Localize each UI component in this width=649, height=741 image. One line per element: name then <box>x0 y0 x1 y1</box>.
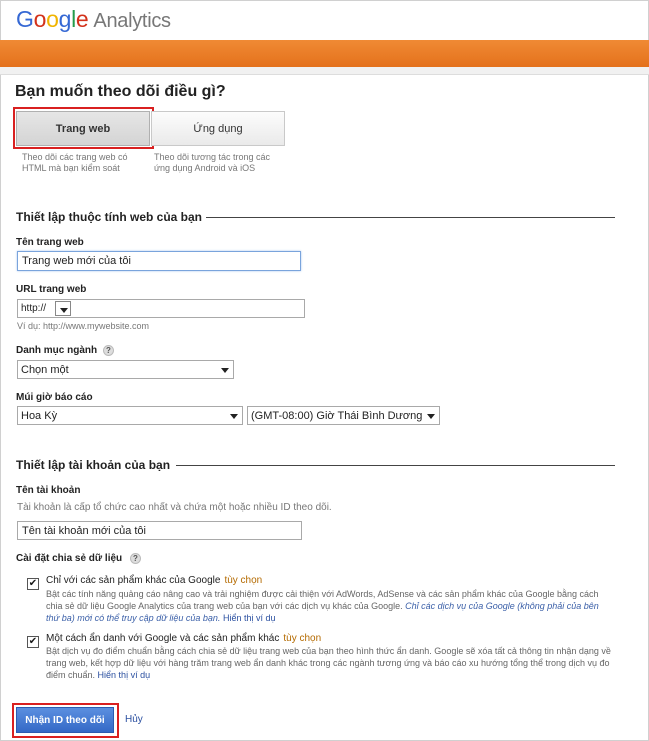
chevron-down-icon <box>221 368 229 373</box>
web-property-section-title: Thiết lập thuộc tính web của bạn <box>16 210 203 224</box>
data-sharing-label: Cài đặt chia sẻ dữ liệu <box>16 553 123 564</box>
site-name-input[interactable]: Trang web mới của tôi <box>17 251 301 271</box>
chevron-down-icon <box>230 414 238 419</box>
chevron-down-icon <box>60 308 68 313</box>
help-icon[interactable]: ? <box>130 553 141 564</box>
google-products-sharing-title-text: Chỉ với các sản phẩm khác của Google <box>46 575 221 586</box>
logo-letter: l <box>71 6 76 32</box>
google-products-sharing-description <box>46 588 614 624</box>
site-name-label: Tên trang web <box>16 237 84 248</box>
url-protocol-dropdown[interactable] <box>55 301 71 316</box>
show-example-link[interactable]: Hiển thị ví dụ <box>222 613 276 623</box>
timezone-select[interactable] <box>247 406 440 425</box>
logo-letter: o <box>46 6 59 32</box>
anonymous-sharing-description <box>46 645 614 681</box>
get-tracking-id-button[interactable]: Nhận ID theo dõi <box>16 707 114 733</box>
account-name-label: Tên tài khoản <box>16 485 81 496</box>
google-products-options-link[interactable]: tùy chọn <box>224 575 263 586</box>
url-label: URL trang web <box>16 284 87 295</box>
anonymous-sharing-title <box>46 633 321 644</box>
submit-button-highlight <box>12 703 119 738</box>
account-section-title: Thiết lập tài khoản của bạn <box>16 458 171 472</box>
app-choice-button[interactable]: Ứng dụng <box>151 111 285 146</box>
google-products-desc-text: Bật các tính năng quảng cáo nâng cao và trải nghiệm được cải thiện với AdWords, AdSense và các sản phẩm khác của Google bằng cách chia sẻ dữ liệu Google Analytics của trang web của bạn với các dịch vụ khác của Google. <box>46 589 599 611</box>
page-title: Bạn muốn theo dõi điều gì? <box>15 83 226 100</box>
logo-analytics-text: Analytics <box>93 10 171 32</box>
logo-letter: o <box>33 6 47 32</box>
website-choice-button[interactable]: Trang web <box>16 111 150 146</box>
website-choice-description: Theo dõi các trang web có HTML mà bạn kiểm soát <box>22 152 128 173</box>
url-protocol-value: http:// <box>21 303 47 314</box>
account-name-description: Tài khoản là cấp tổ chức cao nhất và chứa một hoặc nhiều ID theo dõi. <box>17 502 332 513</box>
industry-select-value: Chọn một <box>21 363 69 376</box>
timezone-select-value: (GMT-08:00) Giờ Thái Bình Dương <box>251 409 423 422</box>
country-select[interactable] <box>17 406 243 425</box>
anonymous-sharing-title-text: Một cách ẩn danh với Google và các sản phẩm khác <box>46 633 280 644</box>
anonymous-sharing-checkbox[interactable]: ✔ <box>28 636 38 647</box>
country-select-value: Hoa Kỳ <box>21 409 58 422</box>
url-example-hint: Ví dụ: http://www.mywebsite.com <box>17 321 150 331</box>
header-divider <box>0 67 649 75</box>
industry-label: Danh mục ngành <box>16 345 98 356</box>
google-products-sharing-title <box>46 575 262 586</box>
industry-select[interactable] <box>17 360 234 379</box>
google-products-sharing-checkbox[interactable]: ✔ <box>28 578 38 589</box>
website-choice-highlight <box>13 107 154 149</box>
section-rule <box>176 465 615 466</box>
help-icon[interactable]: ? <box>103 345 114 356</box>
url-input[interactable] <box>74 301 302 316</box>
logo-letter: e <box>75 6 89 32</box>
google-analytics-logo <box>16 6 171 33</box>
app-choice-description: Theo dõi tương tác trong các ứng dụng Android và iOS <box>154 152 270 173</box>
google-products-desc-italic: Chỉ các dịch vụ của Google (không phải của bên thứ ba) mới có thể truy cập dữ liệu của bạn. <box>46 601 599 623</box>
account-name-input[interactable]: Tên tài khoản mới của tôi <box>17 521 302 540</box>
timezone-label: Múi giờ báo cáo <box>16 392 93 403</box>
anonymous-desc-text: Bật dịch vụ đo điểm chuẩn bằng cách chia sẻ dữ liệu trang web của bạn theo hình thức ẩn danh. Google sẽ xóa tất cả thông tin nhận dạng về trang web, kết hợp dữ liệu với hàng trăm trang web ẩn danh khác trong các ngành tương ứng và báo cáo xu hướng tổng thể trong dịch vụ đo điểm chuẩn. <box>46 646 611 680</box>
anonymous-sharing-options-link[interactable]: tùy chọn <box>283 633 322 644</box>
chevron-down-icon <box>427 414 435 419</box>
header-orange-bar <box>0 40 649 67</box>
logo-letter: G <box>16 6 34 32</box>
section-rule <box>206 217 615 218</box>
cancel-link[interactable]: Hủy <box>125 714 143 725</box>
logo-letter: g <box>58 6 72 32</box>
show-example-link[interactable]: Hiển thị ví dụ <box>97 670 151 680</box>
